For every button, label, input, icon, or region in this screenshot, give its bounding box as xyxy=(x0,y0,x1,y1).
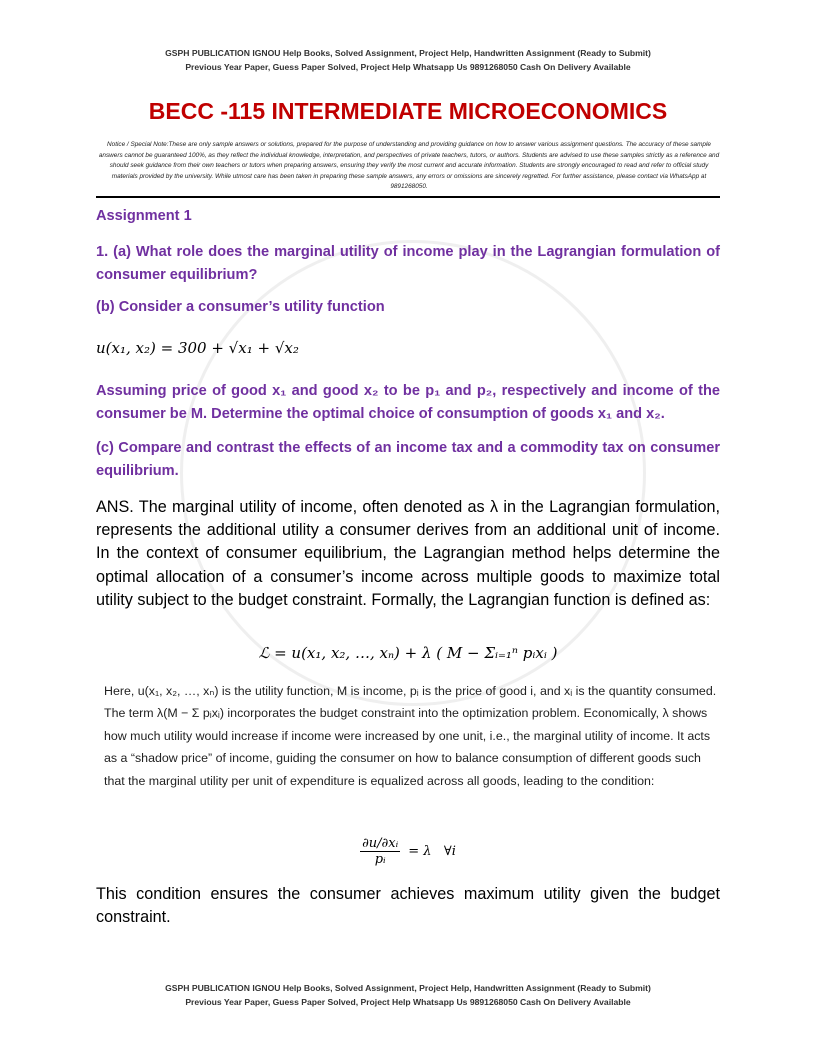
divider xyxy=(96,196,720,198)
condition-denominator: pᵢ xyxy=(374,852,386,867)
answer-paragraph-1: ANS. The marginal utility of income, often denoted as λ in the Lagrangian formulation, represents the additional utility a consumer derives from an additional unit of income. In the context of consumer equilibrium, the Lagrangian method helps determine the optimal allocation of a consumer’s income across multiple goods to maximize total utility subject to the budget constraint. Formally, the Lagrangian function is defined as: xyxy=(96,498,720,609)
lagrangian-equation: ℒ = u(x₁, x₂, …, xₙ) + λ ( M − Σᵢ₌₁ⁿ pᵢxᵢ ) xyxy=(258,644,558,662)
footer-line-2: Previous Year Paper, Guess Paper Solved, Project Help Whatsapp Us 9891268050 Cash On Delivery Available xyxy=(185,997,631,1007)
question-1b-text: Assuming price of good x₁ and good x₂ to be p₁ and p₂, respectively and income of the consumer be M. Determine the optimal choice of consumption of goods x₁ and x₂. xyxy=(96,383,720,422)
condition-numerator: ∂u/∂xᵢ xyxy=(362,836,399,851)
assignment-heading: Assignment 1 xyxy=(96,208,192,224)
notice-text: Notice / Special Note:These are only sample answers or solutions, prepared for the purpose of understanding and providing guidance on how to answer various assignment questions. The accuracy of these sample answers cannot be guaranteed 100%, as they reflect the individual knowledge, interpretation, and perspectives of private teachers, tutors, or authors. Students are advised to use these samples strictly as a reference and should seek guidance from their own teachers or tutors when preparing answers, ensuring they verify the most current and accurate information. Students are strongly encouraged to read and refer to official study materials provided by the university. While utmost care has been taken in preparing these sample answers, any errors or omissions are sincerely regretted. For further assistance, please contact via WhatsApp at 9891268050. xyxy=(98,141,720,191)
question-1a: 1. (a) What role does the marginal utility of income play in the Lagrangian formulation of consumer equilibrium? xyxy=(96,244,720,283)
page-footer xyxy=(0,981,816,1009)
equilibrium-condition xyxy=(96,834,720,867)
document-title: BECC -115 INTERMEDIATE MICROECONOMICS xyxy=(148,98,668,124)
condition-rhs: = λ ∀i xyxy=(408,844,456,859)
footer-line-1: GSPH PUBLICATION IGNOU Help Books, Solved Assignment, Project Help, Handwritten Assignment (Ready to Submit) xyxy=(165,983,651,993)
page-header xyxy=(0,46,816,74)
answer-paragraph-2: Here, u(x₁, x₂, …, xₙ) is the utility function, M is income, pᵢ is the price of good i, and xᵢ is the quantity consumed. The term λ(M − Σ pᵢxᵢ) incorporates the budget constraint into the optimization problem. Economically, λ shows how much utility would increase if income were increased by one unit, i.e., the marginal utility of income. It acts as a “shadow price” of income, guiding the consumer on how to balance consumption of different goods such that the marginal utility per unit of expenditure is equalized across all goods, leading to the condition: xyxy=(104,684,717,788)
answer-paragraph-3: This condition ensures the consumer achieves maximum utility given the budget constraint. xyxy=(96,885,720,927)
question-1b: (b) Consider a consumer’s utility function xyxy=(96,299,385,315)
question-1c: (c) Compare and contrast the effects of an income tax and a commodity tax on consumer equilibrium. xyxy=(96,440,720,479)
utility-function: u(x₁, x₂) = 300 + √x₁ + √x₂ xyxy=(96,339,299,357)
header-line-1: GSPH PUBLICATION IGNOU Help Books, Solved Assignment, Project Help, Handwritten Assignment (Ready to Submit) xyxy=(165,48,651,58)
header-line-2: Previous Year Paper, Guess Paper Solved, Project Help Whatsapp Us 9891268050 Cash On Delivery Available xyxy=(185,62,631,72)
